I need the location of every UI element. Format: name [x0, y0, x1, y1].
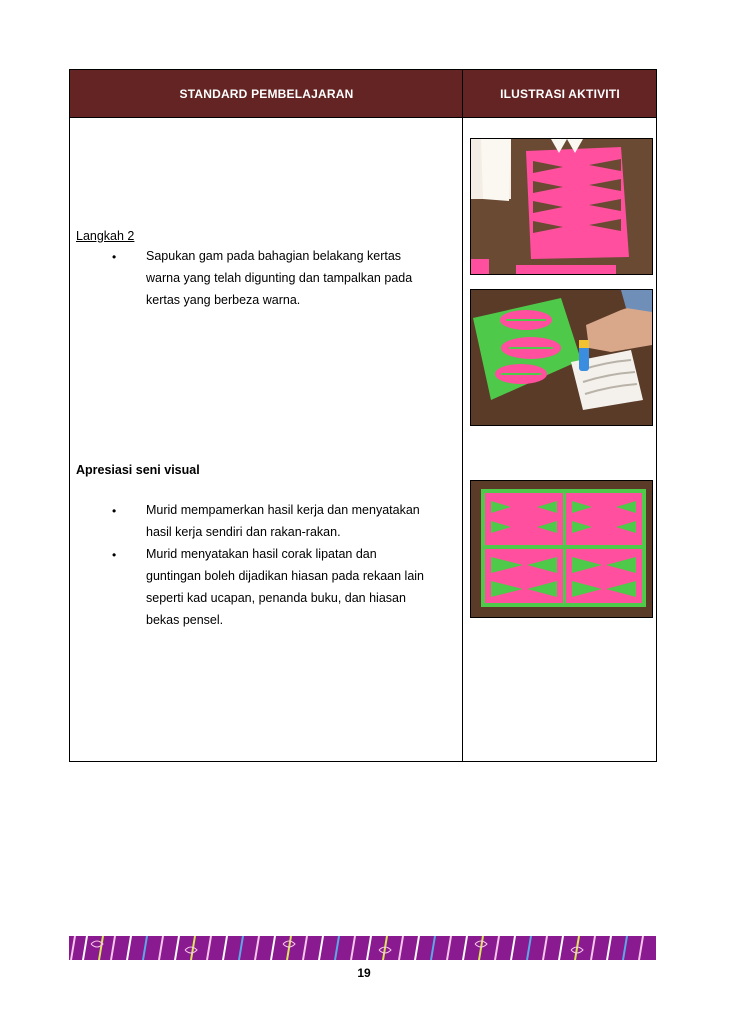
column-divider: [462, 70, 463, 761]
page-number: 19: [357, 966, 371, 980]
bullet-icon: •: [112, 504, 117, 518]
appreciation-b1-line-2: hasil kerja sendiri dan rakan-rakan.: [146, 525, 341, 539]
step2-line-1: Sapukan gam pada bahagian belakang kertas: [146, 249, 402, 263]
step2-line-2: warna yang telah digunting dan tampalkan pada: [146, 271, 413, 285]
content-table: [69, 69, 657, 762]
step2-line-3: kertas yang berbeza warna.: [146, 293, 301, 307]
photo-gluing-on-green-paper: [470, 289, 653, 426]
photo-finished-pink-pattern: [470, 480, 653, 618]
step2-heading: Langkah 2: [76, 229, 135, 243]
photo-pink-cut-paper: [470, 138, 653, 275]
appreciation-b2-line-4: bekas pensel.: [146, 613, 224, 627]
header-standard-pembelajaran: STANDARD PEMBELAJARAN: [179, 87, 354, 101]
bullet-icon: •: [112, 548, 117, 562]
bullet-icon: •: [112, 250, 117, 264]
appreciation-b1-line-1: Murid mempamerkan hasil kerja dan menyatakan: [146, 503, 420, 517]
decorative-footer-band: [69, 936, 656, 960]
appreciation-b2-line-2: guntingan boleh dijadikan hiasan pada rekaan lain: [146, 569, 424, 583]
header-ilustrasi-aktiviti: ILUSTRASI AKTIVITI: [500, 87, 620, 101]
appreciation-heading: Apresiasi seni visual: [76, 463, 200, 477]
appreciation-b2-line-1: Murid menyatakan hasil corak lipatan dan: [146, 547, 377, 561]
appreciation-b2-line-3: seperti kad ucapan, penanda buku, dan hiasan: [146, 591, 406, 605]
table-header-row: [70, 70, 656, 118]
